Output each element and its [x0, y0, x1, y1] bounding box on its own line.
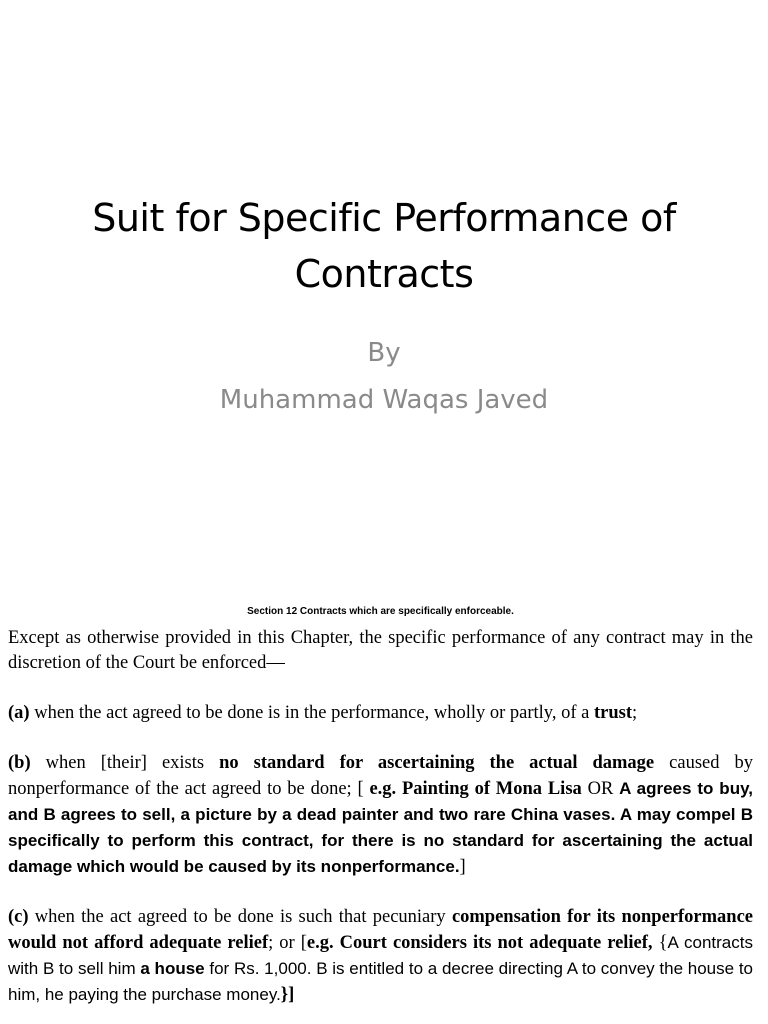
slide-title: Suit for Specific Performance of Contracts — [92, 196, 676, 296]
clause-b-end: ] — [459, 857, 466, 877]
clause-c-end: }] — [280, 985, 295, 1005]
clause-c-sans2: for Rs. 1,000. B is entitled to a decree directing A to convey the house to him, he paying the purchase money. — [8, 959, 754, 1004]
clause-a-end: ; — [632, 703, 638, 723]
clause-a-label: (a) — [8, 703, 30, 723]
clause-c-sans-bold: a house — [140, 959, 205, 978]
clause-b-bold1: no standard for ascertaining the actual damage — [219, 753, 655, 773]
slide-author: Muhammad Waqas Javed — [219, 385, 549, 415]
clause-c — [8, 905, 753, 1008]
slide-by-label: By — [367, 338, 401, 368]
document-page — [8, 604, 753, 1008]
clause-b — [8, 751, 753, 880]
clause-b-text2: caused by nonperformance of the act agreed to be done; [ — [8, 753, 753, 799]
clause-c-text1: when the act agreed to be done is such that pecuniary — [28, 907, 452, 927]
clause-b-text3: OR — [581, 779, 620, 799]
clause-a-text: when the act agreed to be done is in the performance, wholly or partly, of a — [29, 703, 594, 723]
clause-c-sans1: A contracts with B to sell him — [8, 933, 753, 978]
clause-c-label: (c) — [8, 907, 29, 927]
clause-c-text2: ; or [ — [268, 933, 307, 953]
clause-c-bold1: compensation for its nonperformance would not afford adequate relief — [8, 907, 753, 953]
clause-a-bold: trust — [593, 703, 632, 723]
clause-b-text1: when [their] exists — [30, 753, 220, 773]
clause-b-label: (b) — [8, 753, 31, 773]
clause-c-bold2: e.g. Court considers its not adequate relief, — [306, 933, 653, 953]
clause-b-bold2: e.g. Painting of Mona Lisa — [369, 779, 582, 799]
intro-paragraph: Except as otherwise provided in this Chapter, the specific performance of any contract may in the discretion of the Court be enforced— — [8, 628, 753, 673]
clause-b-bold3: A agrees to buy, and B agrees to sell, a picture by a dead painter and two rare China vases. A may compel B specifically to perform this contract, for there is no standard for ascertaining the actual damage which would be caused by its nonperformance. — [8, 779, 753, 876]
clause-c-text3: { — [652, 933, 668, 953]
section-heading: Section 12 Contracts which are specifically enforceable. — [247, 606, 514, 617]
clause-a — [8, 701, 753, 726]
